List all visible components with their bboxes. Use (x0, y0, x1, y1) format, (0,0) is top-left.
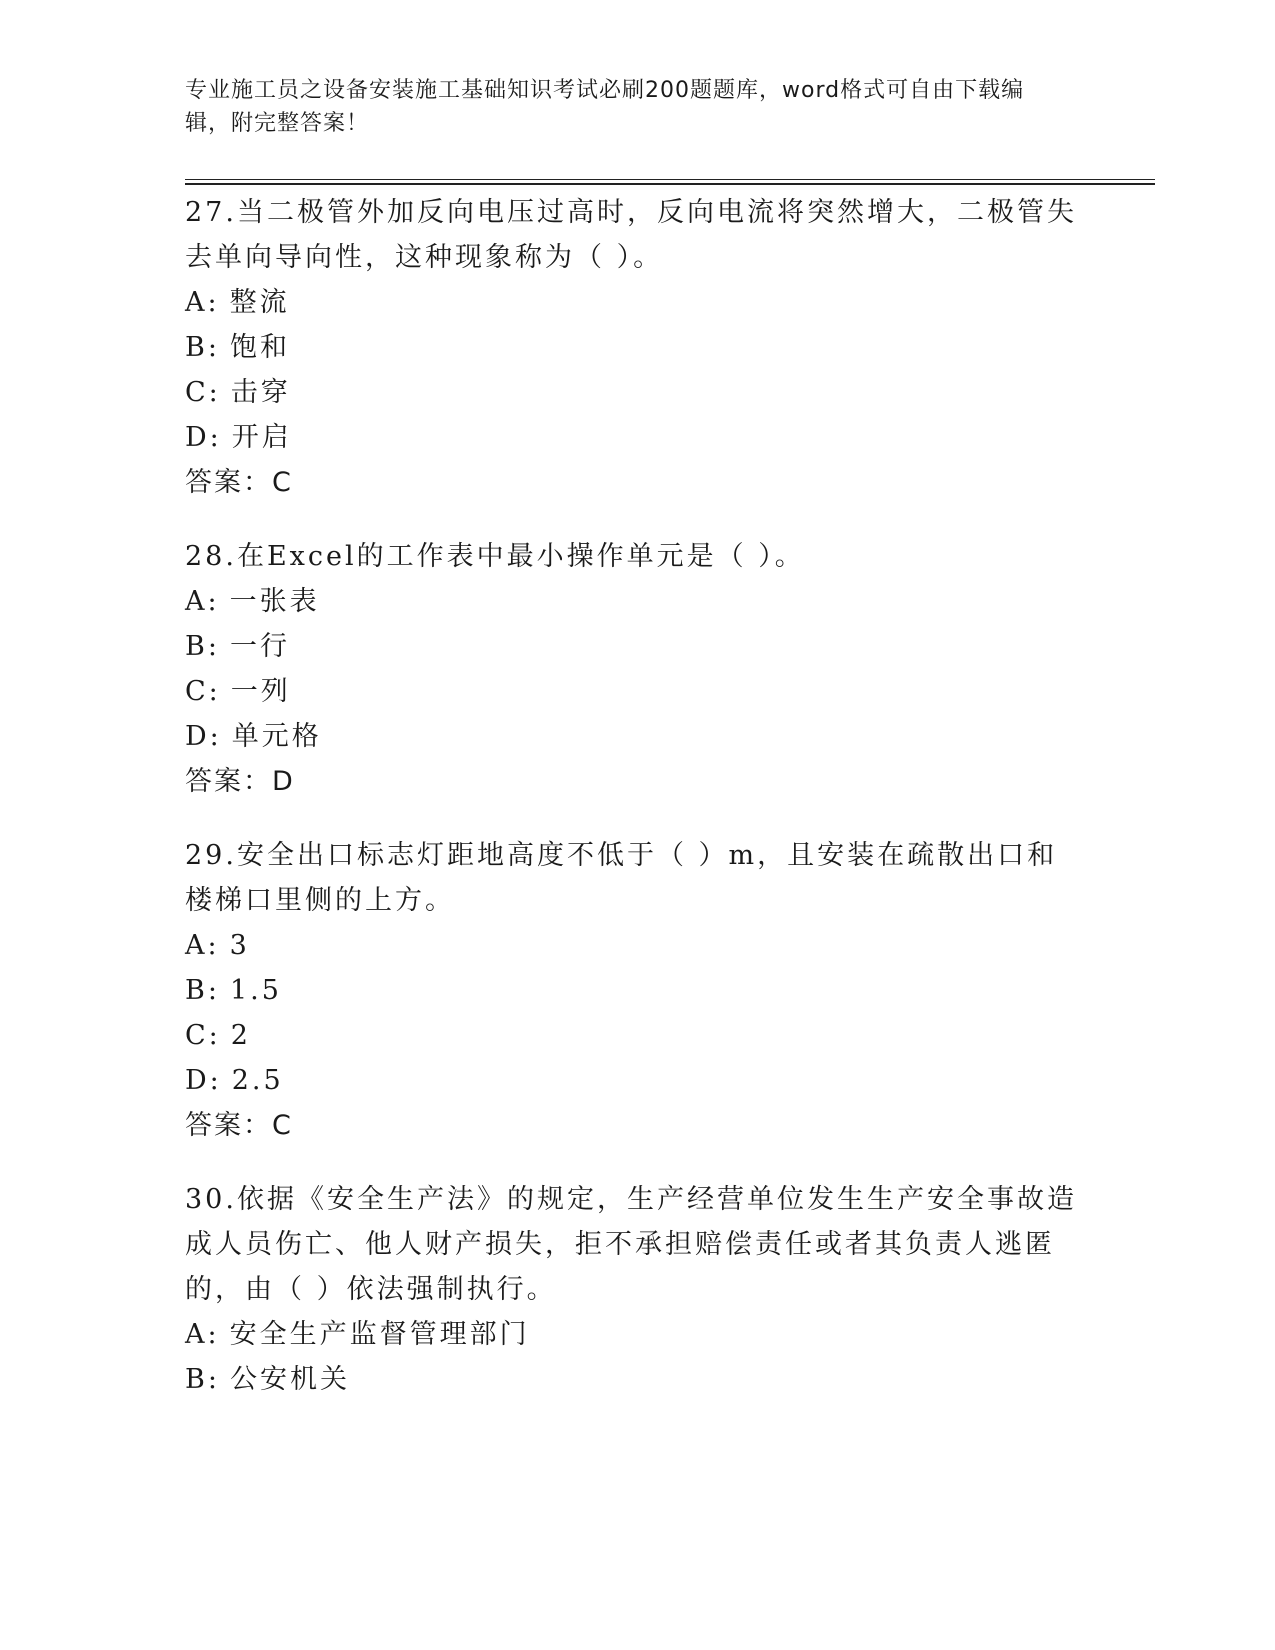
option-letter: B: (185, 975, 220, 1006)
option-c (185, 669, 1085, 714)
option-letter: B: (185, 631, 220, 662)
question-stem: 27.当二极管外加反向电压过高时，反向电流将突然增大，二极管失去单向导向性，这种现象称为（ ）。 (185, 197, 1077, 273)
option-b (185, 624, 1085, 669)
option-text: 3 (229, 930, 250, 961)
option-letter: A: (185, 930, 220, 961)
option-d (185, 1058, 1085, 1103)
option-text: 整流 (229, 287, 290, 318)
answer-label: 答案：C (185, 1110, 293, 1141)
option-b (185, 968, 1085, 1013)
option-d (185, 415, 1085, 460)
question-27 (185, 190, 1085, 505)
option-c (185, 370, 1085, 415)
option-text: 一列 (230, 676, 291, 707)
option-text: 公安机关 (229, 1364, 350, 1395)
option-letter: D: (185, 721, 222, 752)
question-30 (185, 1177, 1085, 1402)
header-divider-bottom (185, 183, 1155, 185)
option-b (185, 325, 1085, 370)
option-letter: C: (185, 1020, 221, 1051)
option-text: 一张表 (229, 586, 320, 617)
option-letter: A: (185, 586, 220, 617)
option-letter: D: (185, 1065, 222, 1096)
option-text: 单元格 (231, 721, 322, 752)
option-letter: B: (185, 1364, 220, 1395)
option-text: 一行 (229, 631, 290, 662)
question-list (185, 190, 1085, 1431)
option-text: 1.5 (229, 975, 282, 1006)
option-letter: C: (185, 377, 221, 408)
option-letter: C: (185, 676, 221, 707)
option-d (185, 714, 1085, 759)
option-text: 2 (230, 1020, 251, 1051)
answer-label: 答案：C (185, 467, 293, 498)
option-letter: B: (185, 332, 220, 363)
option-text: 2.5 (231, 1065, 284, 1096)
option-text: 击穿 (230, 377, 291, 408)
answer-label: 答案：D (185, 766, 295, 797)
option-text: 开启 (231, 422, 292, 453)
document-header: 专业施工员之设备安装施工基础知识考试必刷200题题库，word格式可自由下载编辑，附完整答案！ (185, 78, 1025, 136)
option-text: 饱和 (229, 332, 290, 363)
option-letter: D: (185, 422, 222, 453)
option-text: 安全生产监督管理部门 (229, 1319, 530, 1350)
option-a (185, 579, 1085, 624)
option-b (185, 1357, 1085, 1402)
option-c (185, 1013, 1085, 1058)
header-divider-top (185, 179, 1155, 180)
option-a (185, 1312, 1085, 1357)
question-stem: 28.在Excel的工作表中最小操作单元是（ ）。 (185, 541, 805, 572)
option-letter: A: (185, 287, 220, 318)
question-29 (185, 833, 1085, 1148)
question-28 (185, 534, 1085, 804)
option-letter: A: (185, 1319, 220, 1350)
question-stem: 29.安全出口标志灯距地高度不低于（ ）m，且安装在疏散出口和楼梯口里侧的上方。 (185, 840, 1058, 916)
option-a (185, 923, 1085, 968)
question-stem: 30.依据《安全生产法》的规定，生产经营单位发生生产安全事故造成人员伤亡、他人财产损失，拒不承担赔偿责任或者其负责人逃匿的，由（ ）依法强制执行。 (185, 1184, 1077, 1305)
option-a (185, 280, 1085, 325)
